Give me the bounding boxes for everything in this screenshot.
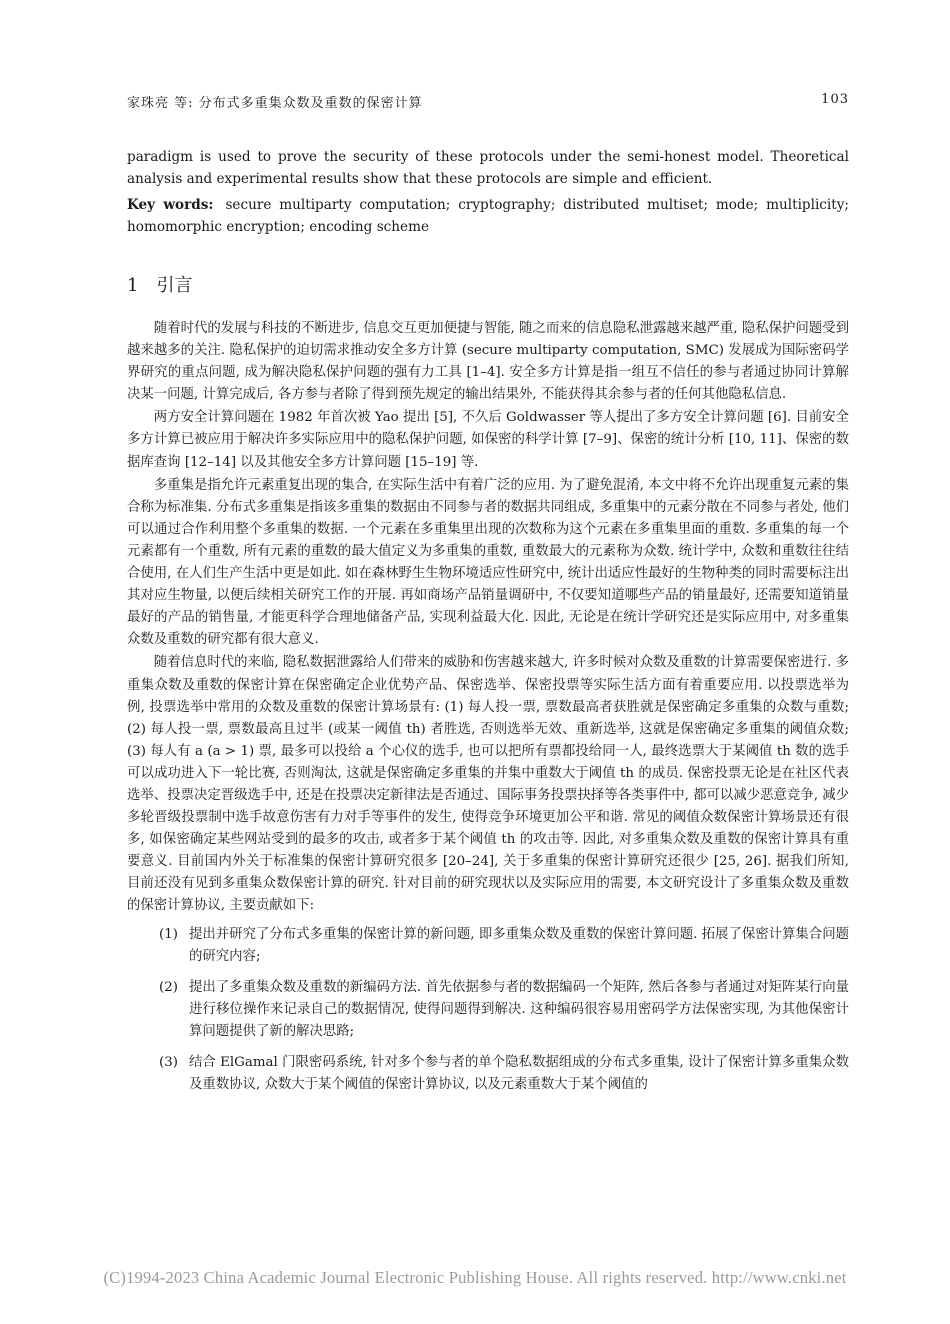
item-text: 结合 ElGamal 门限密码系统, 针对多个参与者的单个隐私数据组成的分布式多重集, 设计了保密计算多重集众数及重数协议, 众数大于某个阈值的保密计算协议, 以及元素重数大于某个阈值的: [189, 1055, 849, 1093]
keywords-text: secure multiparty computation; cryptography; distributed multiset; mode; multiplicity; homomorphic encryption; encoding scheme: [127, 197, 849, 235]
paragraph: 随着时代的发展与科技的不断进步, 信息交互更加便捷与智能, 随之而来的信息隐私泄露越来越严重, 隐私保护问题受到越来越多的关注. 隐私保护的迫切需求推动安全多方计算 (secure multiparty computation, SMC) 发展成为国际密码学界研究的重点问题, 成为解决隐私保护问题的强有力工具 [1–4]. 安全多方计算是指一组互不信任的参与者通过协同计算解决某一问题, 计算完成后, 各方参与者除了得到预先规定的输出结果外, 不能获得其余参与者的任何其他隐私信息.: [127, 321, 849, 403]
running-title: 家珠亮 等: 分布式多重集众数及重数的保密计算: [127, 96, 423, 111]
abstract-tail: paradigm is used to prove the security of these protocols under the semi-honest model. Theoretical analysis and experimental results show that these protocols are simple and efficient.: [127, 149, 849, 187]
contribution-item: [127, 977, 849, 1043]
running-header: [127, 92, 849, 112]
paragraph: 随着信息时代的来临, 隐私数据泄露给人们带来的威胁和伤害越来越大, 许多时候对众数及重数的计算需要保密进行. 多重集众数及重数的保密计算在保密确定企业优势产品、保密选举、保密投票等实际生活方面有着重要应用. 以投票选举为例, 投票选举中常用的众数及重数的保密计算场景有: (1) 每人投一票, 票数最高者获胜就是保密确定多重集的众数与重数; (2) 每人投一票, 票数最高且过半 (或某一阈值 th) 者胜选, 否则选举无效、重新选举, 这就是保密确定多重集的阈值众数; (3) 每人有 a (a > 1) 票, 最多可以投给 a 个心仪的选手, 也可以把所有票都投给同一人, 最终选票大于某阈值 th 数的选手可以成功进入下一轮比赛, 否则淘汰, 这就是保密确定多重集的并集中重数大于阈值 th 的成员. 保密投票无论是在社区代表选举、投票决定晋级选手中, 还是在投票决定新律法是否通过、国际事务投票抉择等各类事件中, 都可以减少恶意竞争, 减少多轮晋级投票制中选手故意伤害有力对手等事件的发生, 使得竞争环境更加公平和谐. 常见的阈值众数保密计算场景还有很多, 如保密确定某些网站受到的最多的攻击, 或者多于某个阈值 th 的攻击等. 因此, 对多重集众数及重数的保密计算具有重要意义. 目前国内外关于标准集的保密计算研究很多 [20–24], 关于多重集的保密计算研究还很少 [25, 26]. 据我们所知, 目前还没有见到多重集众数保密计算的研究. 针对目前的研究现状以及实际应用的需要, 本文研究设计了多重集众数及重数的保密计算协议, 主要贡献如下:: [127, 655, 849, 914]
page-number: 103: [821, 92, 849, 107]
item-text: 提出并研究了分布式多重集的保密计算的新问题, 即多重集众数及重数的保密计算问题. 拓展了保密计算集合问题的研究内容;: [189, 926, 849, 964]
item-label: (1): [159, 926, 178, 942]
section-body: [127, 318, 849, 1105]
section-heading: [127, 271, 192, 297]
item-text: 提出了多重集众数及重数的新编码方法. 首先依据参与者的数据编码一个矩阵, 然后各参与者通过对矩阵某行向量进行移位操作来记录自己的数据情况, 使得问题得到解决. 这种编码很容易用密码学方法保密实现, 为其他保密计算问题提供了新的解决思路;: [189, 979, 849, 1039]
section-title: 引言: [156, 275, 193, 296]
item-label: (3): [159, 1055, 178, 1070]
copyright-watermark: (C)1994-2023 China Academic Journal Electronic Publishing House. All rights reserved. http://www.cnki.net: [103, 1268, 847, 1287]
contribution-list: [127, 924, 849, 1097]
paragraph: 两方安全计算问题在 1982 年首次被 Yao 提出 [5], 不久后 Goldwasser 等人提出了多方安全计算问题 [6]. 目前安全多方计算已被应用于解决许多实际应用中的隐私保护问题, 如保密的科学计算 [7–9]、保密的统计分析 [10, 11]、保密的数据库查询 [12–14] 以及其他安全多方计算问题 [15–19] 等.: [127, 410, 849, 470]
keywords-block: [127, 194, 849, 238]
contribution-item: [127, 1052, 849, 1096]
contribution-item: [127, 924, 849, 968]
paragraph: 多重集是指允许元素重复出现的集合, 在实际生活中有着广泛的应用. 为了避免混淆, 本文中将不允许出现重复元素的集合称为标准集. 分布式多重集是指该多重集的数据由不同参与者的数据共同组成, 多重集中的元素分散在不同参与者处, 他们可以通过合作利用整个多重集的数据. 一个元素在多重集里出现的次数称为这个元素在多重集里面的重数. 多重集的每一个元素都有一个重数, 所有元素的重数的最大值定义为多重集的重数, 重数最大的元素称为众数. 统计学中, 众数和重数往往结合使用, 在人们生产生活中更是如此. 如在森林野生生物环境适应性研究中, 统计出适应性最好的生物种类的同时需要标注出其对应生物量, 以便后续相关研究工作的开展. 再如商场产品销量调研中, 不仅要知道哪些产品的销量最好, 还需要知道销量最好的产品的销售量, 才能更科学合理地储备产品, 实现利益最大化. 因此, 无论是在统计学研究还是实际应用中, 对多重集众数及重数的研究都有很大意义.: [127, 477, 849, 648]
item-label: (2): [159, 979, 178, 995]
section-number: 1: [127, 275, 139, 296]
keywords-label: Key words:: [127, 197, 214, 213]
